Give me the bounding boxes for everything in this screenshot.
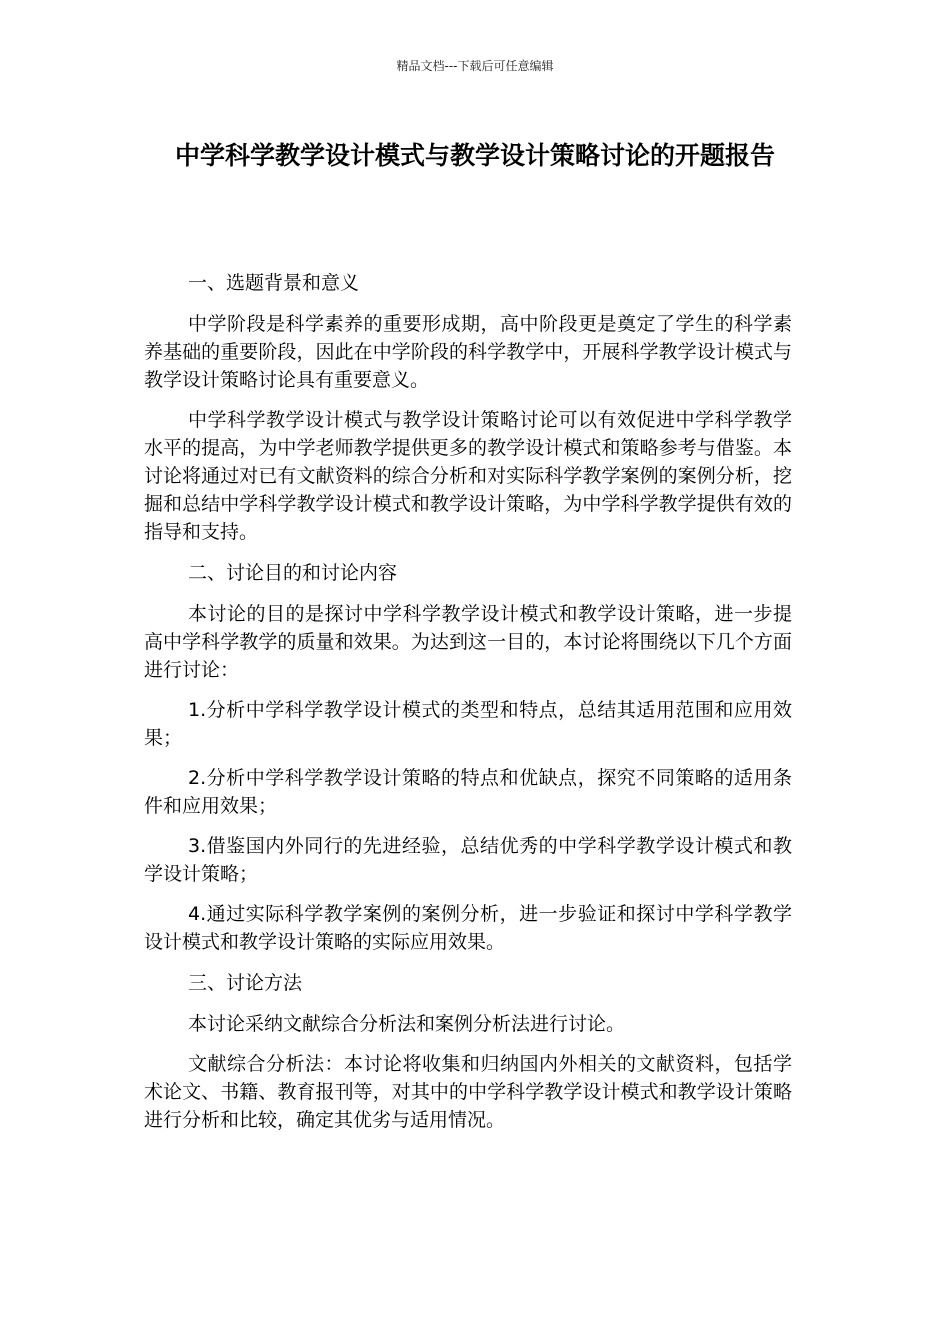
section-heading: 一、选题背景和意义 [188, 272, 360, 294]
body-paragraph: 本讨论采纳文献综合分析法和案例分析法进行讨论。 [188, 1013, 626, 1035]
list-item: 2.分析中学科学教学设计策略的特点和优缺点，探究不同策略的适用条件和应用效果； [144, 767, 792, 817]
document-body [144, 268, 792, 1146]
section-heading: 二、讨论目的和讨论内容 [188, 562, 398, 584]
list-item: 4.通过实际科学教学案例的案例分析，进一步验证和探讨中学科学教学设计模式和教学设计策略的实际应用效果。 [144, 903, 792, 953]
body-paragraph: 本讨论的目的是探讨中学科学教学设计模式和教学设计策略，进一步提高中学科学教学的质量和效果。为达到这一目的，本讨论将围绕以下几个方面进行讨论： [144, 603, 792, 681]
body-paragraph: 中学科学教学设计模式与教学设计策略讨论可以有效促进中学科学教学水平的提高，为中学老师教学提供更多的教学设计模式和策略参考与借鉴。本讨论将通过对已有文献资料的综合分析和对实际科学教学案例的案例分析，挖掘和总结中学科学教学设计模式和教学设计策略，为中学科学教学提供有效的指导和支持。 [144, 409, 792, 543]
section-heading: 三、讨论方法 [188, 972, 303, 994]
body-paragraph: 文献综合分析法：本讨论将收集和归纳国内外相关的文献资料，包括学术论文、书籍、教育报刊等，对其中的中学科学教学设计模式和教学设计策略进行分析和比较，确定其优劣与适用情况。 [144, 1053, 792, 1131]
list-item: 3.借鉴国内外同行的先进经验，总结优秀的中学科学教学设计模式和教学设计策略； [144, 835, 792, 885]
header-note: 精品文档---下载后可任意编辑 [396, 59, 554, 73]
body-paragraph: 中学阶段是科学素养的重要形成期，高中阶段更是奠定了学生的科学素养基础的重要阶段，因此在中学阶段的科学教学中，开展科学教学设计模式与教学设计策略讨论具有重要意义。 [144, 313, 792, 391]
document-title: 中学科学教学设计模式与教学设计策略讨论的开题报告 [174, 141, 775, 170]
list-item: 1.分析中学科学教学设计模式的类型和特点，总结其适用范围和应用效果； [144, 699, 792, 749]
